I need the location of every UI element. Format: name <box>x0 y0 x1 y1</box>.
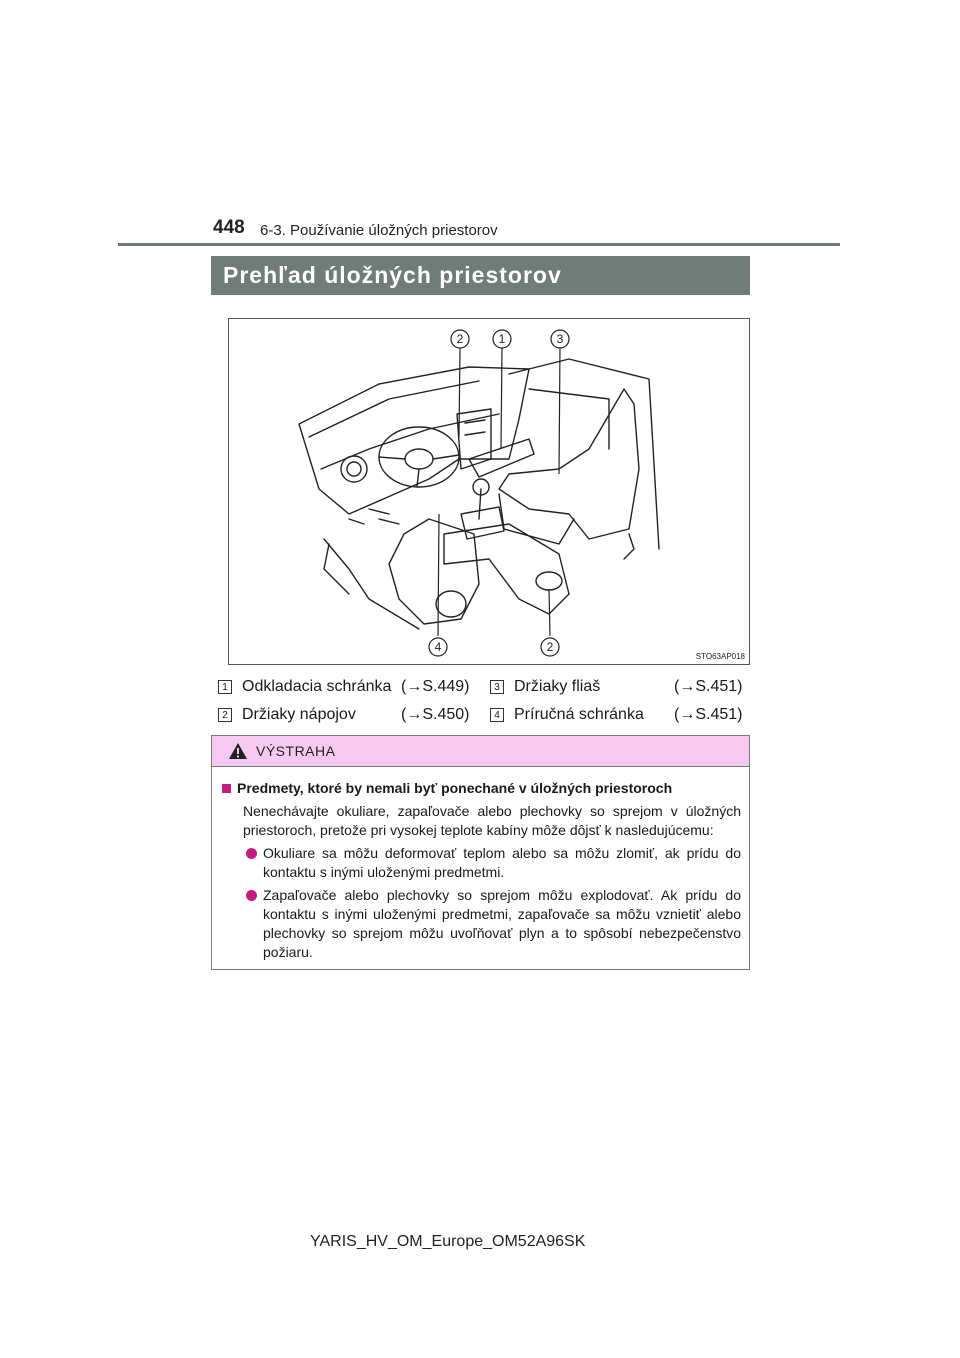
warning-label: VÝSTRAHA <box>256 743 336 759</box>
callout-label: 2 <box>456 332 464 346</box>
section-header: 6-3. Používanie úložných priestorov <box>260 222 498 239</box>
warning-intro: Nenechávajte okuliare, zapaľovače alebo plechovky so sprejom v úložných priestoroch, pretože pri vysokej teplote kabíny môže dôjsť k nasledujúcemu: <box>243 803 741 838</box>
legend-ref: (→S.449) <box>401 678 470 695</box>
legend-ref: (→S.451) <box>674 678 743 695</box>
legend-number: 4 <box>490 708 504 722</box>
legend-label: Príručná schránka <box>514 706 644 723</box>
car-interior-drawing <box>229 319 749 664</box>
legend-label: Držiaky fliaš <box>514 678 601 695</box>
legend-item <box>218 676 391 698</box>
warning-triangle-icon <box>228 742 248 760</box>
legend-ref: (→S.451) <box>674 706 743 723</box>
round-bullet-icon <box>246 890 257 901</box>
warning-bullet <box>246 886 741 962</box>
bullet-text: Okuliare sa môžu deformovať teplom alebo sa môžu zlomiť, ak prídu do kontaktu s inými uloženými predmetmi. <box>263 845 741 880</box>
callout-label: 1 <box>498 332 506 346</box>
warning-subheading <box>222 779 741 798</box>
figure-code: STO63AP018 <box>695 652 745 661</box>
header-rule <box>118 243 840 246</box>
legend <box>218 676 748 736</box>
callout-label: 2 <box>546 640 554 654</box>
legend-number: 2 <box>218 708 232 722</box>
legend-number: 1 <box>218 680 232 694</box>
title-bar <box>211 256 750 295</box>
legend-label: Odkladacia schránka <box>242 678 392 695</box>
legend-label: Držiaky nápojov <box>242 706 356 723</box>
page-number: 448 <box>213 217 245 238</box>
warning-box <box>211 735 750 970</box>
warning-header <box>212 736 749 767</box>
callout-label: 3 <box>556 332 564 346</box>
callout-label: 4 <box>434 640 442 654</box>
legend-item <box>218 704 356 726</box>
legend-item <box>490 676 600 698</box>
page-title: Prehľad úložných priestorov <box>223 262 562 288</box>
legend-number: 3 <box>490 680 504 694</box>
legend-item <box>490 704 644 726</box>
round-bullet-icon <box>246 848 257 859</box>
page-footer: YARIS_HV_OM_Europe_OM52A96SK <box>310 1233 586 1250</box>
bullet-text: Zapaľovače alebo plechovky so sprejom môžu explodovať. Ak prídu do kontaktu s inými uloženými predmetmi, zapaľovače sa môžu vznietiť alebo plechovky so sprejom môžu uvoľňovať plyn a to spôsobí nebezpečenstvo požiaru. <box>263 887 741 960</box>
interior-illustration <box>228 318 750 665</box>
warning-heading-text: Predmety, ktoré by nemali byť ponechané v úložných priestoroch <box>237 780 673 796</box>
square-bullet-icon <box>222 784 231 793</box>
warning-bullet <box>246 844 741 882</box>
legend-ref: (→S.450) <box>401 706 470 723</box>
warning-body <box>212 767 749 962</box>
